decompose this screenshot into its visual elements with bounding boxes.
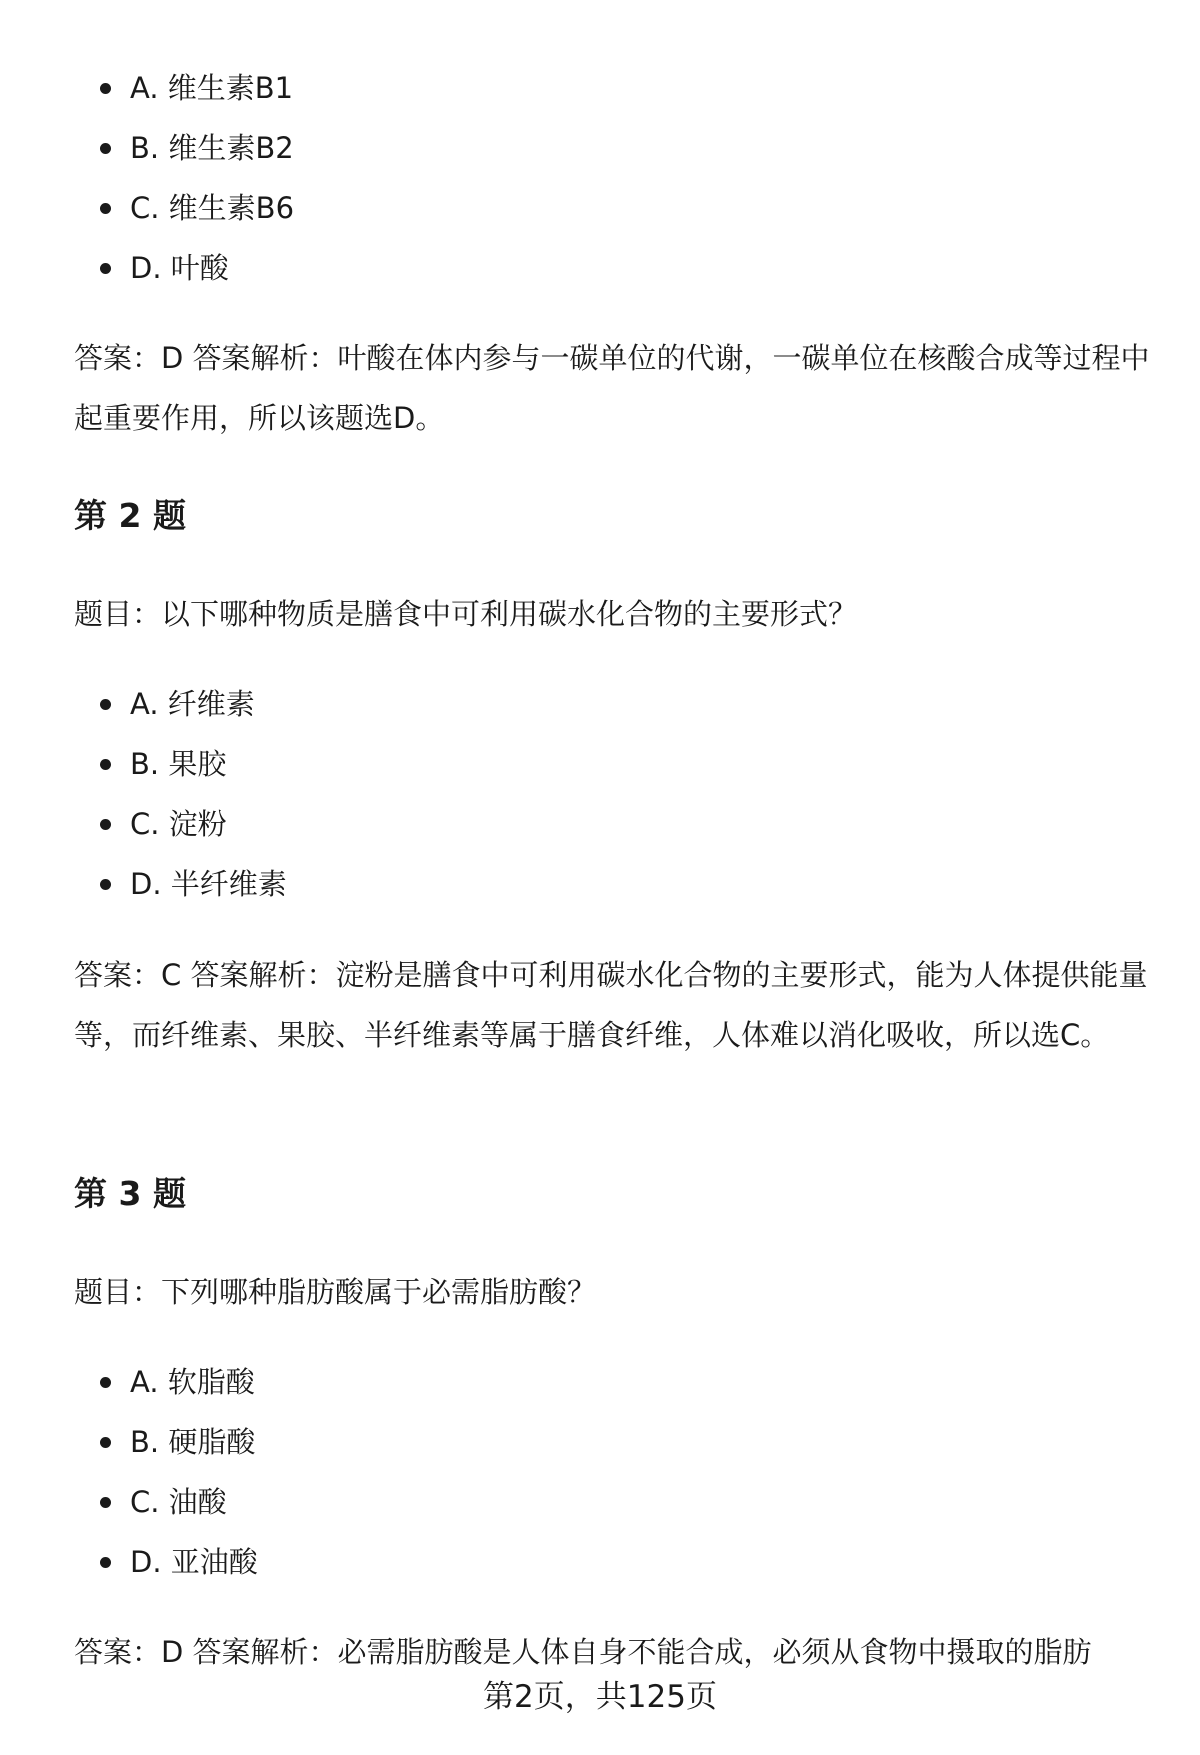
q2-option-a: A. 纤维素 — [74, 674, 287, 734]
q2-options — [74, 674, 287, 914]
q2-option-b: B. 果胶 — [74, 734, 287, 794]
q3-heading: 第 3 题 — [74, 1174, 186, 1213]
q1-option-b: B. 维生素B2 — [74, 118, 294, 178]
q1-answer: 答案：D 答案解析：叶酸在体内参与一碳单位的代谢，一碳单位在核酸合成等过程中起重要作用，所以该题选D。 — [74, 341, 1150, 435]
q2-option-c: C. 淀粉 — [74, 794, 287, 854]
q2-question: 题目：以下哪种物质是膳食中可利用碳水化合物的主要形式？ — [74, 597, 858, 631]
q3-options — [74, 1352, 258, 1592]
page-number-footer: 第2页，共125页 — [483, 1679, 717, 1715]
q3-question: 题目：下列哪种脂肪酸属于必需脂肪酸？ — [74, 1275, 597, 1309]
q3-option-a: A. 软脂酸 — [74, 1352, 258, 1412]
q1-option-d: D. 叶酸 — [74, 238, 294, 298]
q1-option-c: C. 维生素B6 — [74, 178, 294, 238]
q3-option-d: D. 亚油酸 — [74, 1532, 258, 1592]
q2-heading: 第 2 题 — [74, 496, 186, 535]
q3-option-c: C. 油酸 — [74, 1472, 258, 1532]
q3-option-b: B. 硬脂酸 — [74, 1412, 258, 1472]
q1-option-a: A. 维生素B1 — [74, 58, 294, 118]
q3-answer: 答案：D 答案解析：必需脂肪酸是人体自身不能合成，必须从食物中摄取的脂肪 — [74, 1635, 1092, 1669]
q2-option-d: D. 半纤维素 — [74, 854, 287, 914]
q2-answer: 答案：C 答案解析：淀粉是膳食中可利用碳水化合物的主要形式，能为人体提供能量等，而纤维素、果胶、半纤维素等属于膳食纤维，人体难以消化吸收，所以选C。 — [74, 958, 1148, 1052]
q1-options — [74, 58, 294, 298]
